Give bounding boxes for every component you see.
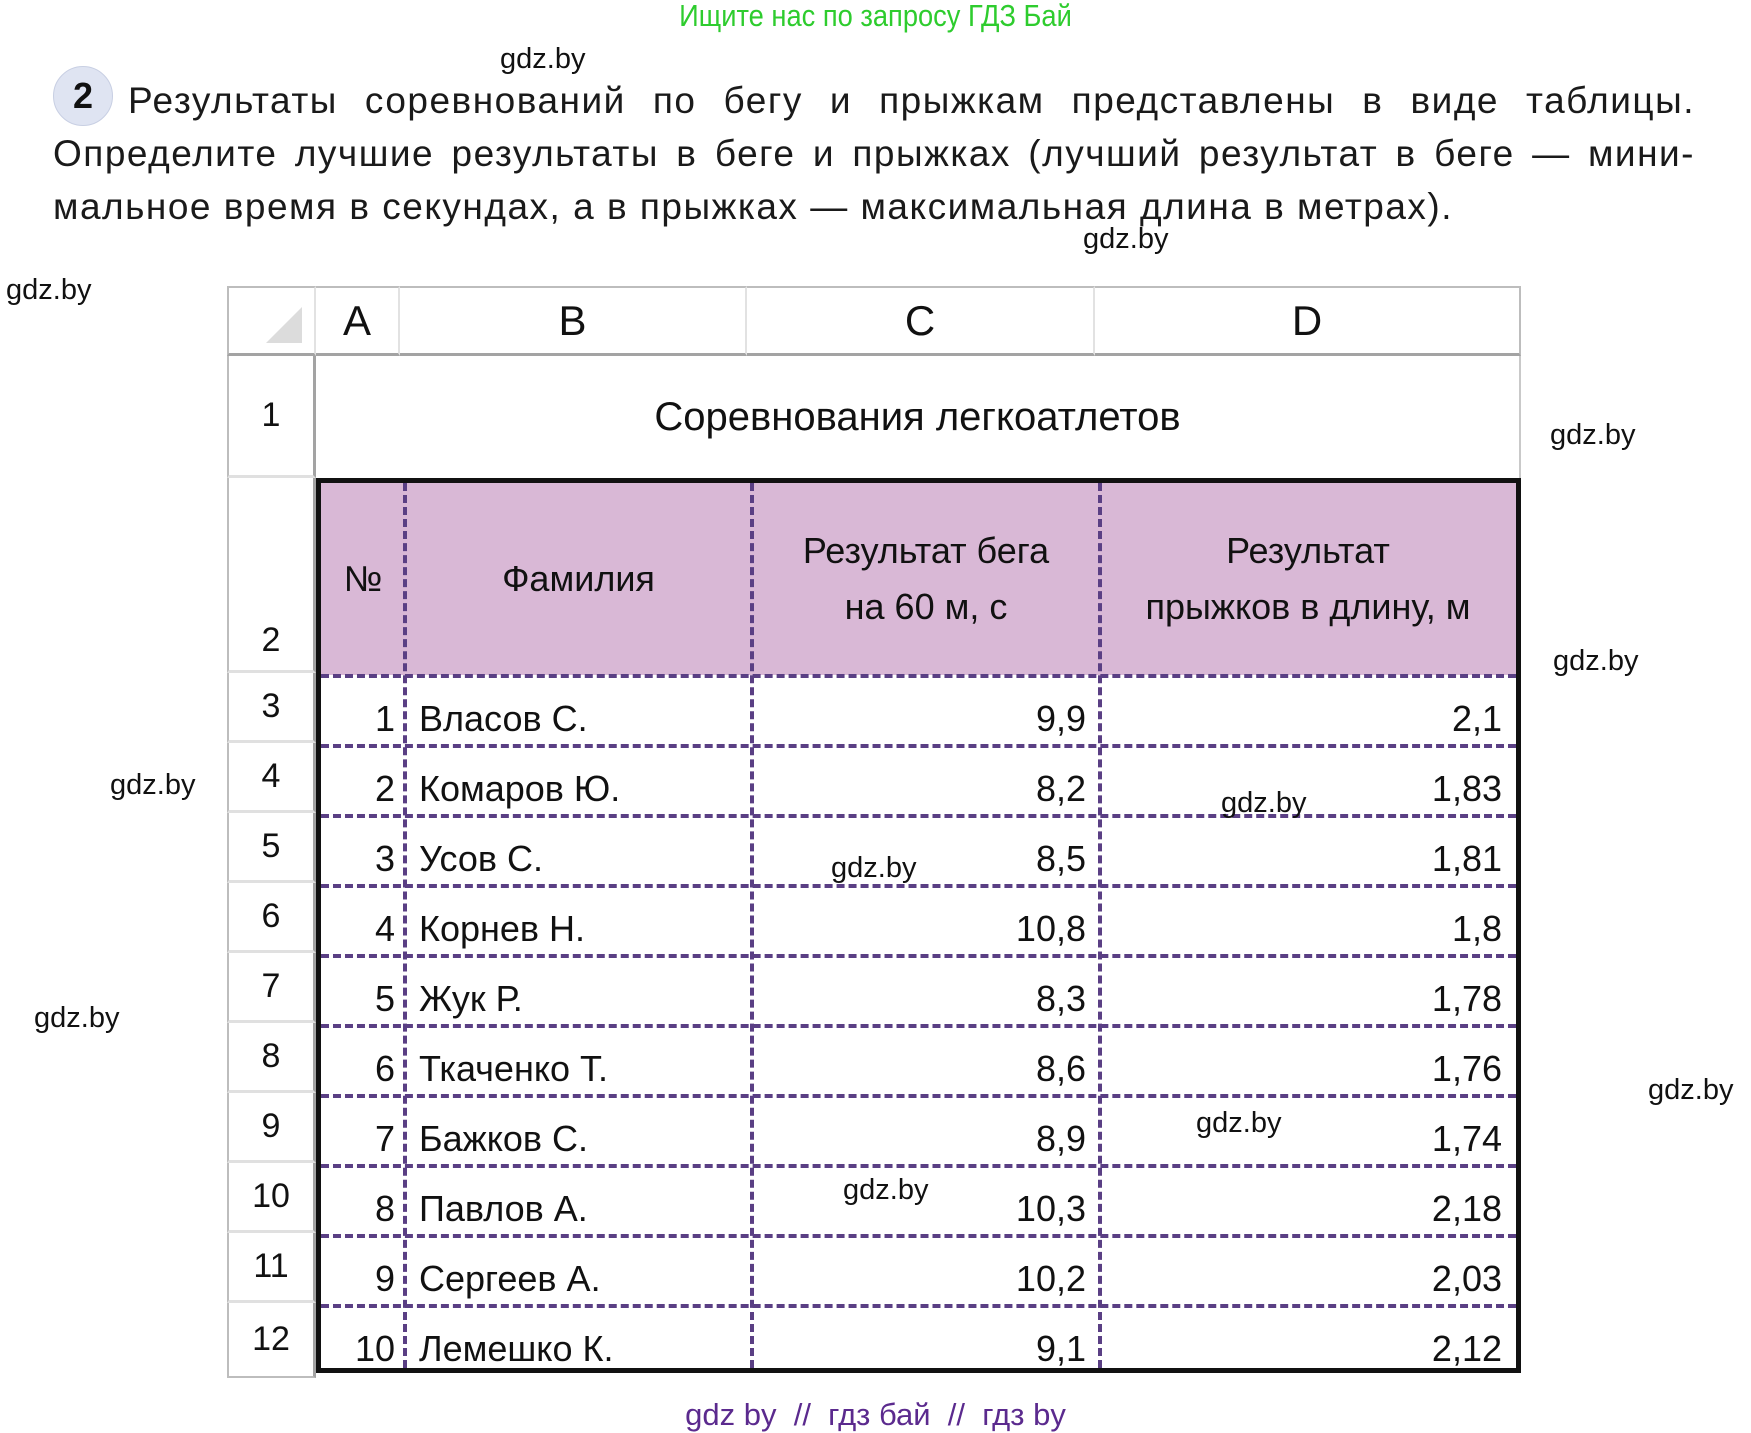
cell-surname[interactable]: Ткаченко Т. [419, 1048, 609, 1089]
cell-surname[interactable]: Усов С. [419, 838, 544, 879]
grid-line [321, 1024, 1516, 1028]
grid-line [321, 1094, 1516, 1098]
grid-line [321, 674, 1516, 678]
cell-surname[interactable]: Комаров Ю. [419, 768, 621, 809]
header-jump-line1: Результат [1226, 530, 1390, 571]
watermark: gdz.by [1550, 419, 1636, 451]
row-header[interactable]: 7 [227, 953, 316, 1023]
header-run-line2: на 60 м, с [844, 586, 1008, 627]
task-number-badge: 2 [53, 66, 113, 126]
task-line: Результаты соревнований по бегу и прыжкам представлены в виде таблицы. [128, 80, 1695, 121]
cell-surname[interactable]: Сергеев А. [419, 1258, 601, 1299]
cell-number[interactable]: 4 [374, 908, 395, 949]
column-header-a[interactable]: A [316, 286, 400, 356]
cell-surname[interactable]: Бажков С. [419, 1118, 589, 1159]
cell-jump-result[interactable]: 1,78 [1431, 978, 1502, 1019]
column-header-c[interactable]: C [747, 286, 1095, 356]
header-run-line1: Результат бега [802, 530, 1050, 571]
cell-jump-result[interactable]: 1,8 [1451, 908, 1502, 949]
watermark: gdz.by [6, 274, 92, 306]
header-run[interactable] [752, 483, 1100, 675]
cell-run-result[interactable]: 9,9 [1035, 698, 1086, 739]
cell-number[interactable]: 3 [374, 838, 395, 879]
watermark: gdz.by [843, 1174, 929, 1206]
cell-jump-result[interactable]: 2,03 [1431, 1258, 1502, 1299]
row-header[interactable]: 1 [227, 356, 316, 478]
cell-run-result[interactable]: 10,8 [1015, 908, 1086, 949]
cell-surname[interactable]: Павлов А. [419, 1188, 588, 1229]
row-header[interactable]: 5 [227, 813, 316, 883]
grid-line [321, 884, 1516, 888]
grid-line [321, 744, 1516, 748]
watermark: gdz.by [110, 769, 196, 801]
cell-number[interactable]: 7 [374, 1118, 395, 1159]
watermark: gdz.by [1196, 1107, 1282, 1139]
watermark: gdz.by [1553, 645, 1639, 677]
cell-surname[interactable]: Корнев Н. [419, 908, 586, 949]
cell-run-result[interactable]: 10,3 [1015, 1188, 1086, 1229]
grid-line [321, 1234, 1516, 1238]
grid-line [321, 1304, 1516, 1308]
cell-run-result[interactable]: 10,2 [1015, 1258, 1086, 1299]
row-header[interactable]: 6 [227, 883, 316, 953]
cell-jump-result[interactable]: 2,1 [1451, 698, 1502, 739]
cell-run-result[interactable]: 8,5 [1035, 838, 1086, 879]
watermark: gdz.by [34, 1002, 120, 1034]
row-header[interactable]: 12 [227, 1303, 316, 1378]
watermark: gdz.by [1221, 787, 1307, 819]
cell-jump-result[interactable]: 1,83 [1431, 768, 1502, 809]
cell-run-result[interactable]: 8,9 [1035, 1118, 1086, 1159]
watermark: gdz.by [1083, 223, 1169, 255]
watermark: gdz.by [500, 43, 586, 75]
header-surname[interactable]: Фамилия [502, 558, 655, 599]
task-text [53, 74, 1695, 233]
cell-jump-result[interactable]: 2,18 [1431, 1188, 1502, 1229]
cell-number[interactable]: 2 [374, 768, 395, 809]
spreadsheet [227, 286, 1521, 1378]
header-number[interactable]: № [343, 558, 383, 599]
row-header[interactable]: 2 [227, 478, 316, 673]
row-header[interactable]: 11 [227, 1233, 316, 1303]
cell-number[interactable]: 6 [374, 1048, 395, 1089]
cell-number[interactable]: 1 [374, 698, 395, 739]
grid-line [321, 954, 1516, 958]
cell-number[interactable]: 5 [374, 978, 395, 1019]
cell-run-result[interactable]: 8,6 [1035, 1048, 1086, 1089]
task-line: мальное время в секундах, а в прыжках — максимальная длина в метрах). [53, 186, 1454, 227]
cell-surname[interactable]: Власов С. [419, 698, 588, 739]
header-jump-line2: прыжков в длину, м [1145, 586, 1471, 627]
task-line: Определите лучшие результаты в беге и прыжках (лучший результат в беге — мини- [53, 133, 1695, 174]
cell-number[interactable]: 9 [374, 1258, 395, 1299]
column-header-b[interactable]: B [400, 286, 747, 356]
row-header[interactable]: 9 [227, 1093, 316, 1163]
cell-number[interactable]: 8 [374, 1188, 395, 1229]
cell-surname[interactable]: Лемешко К. [419, 1328, 614, 1369]
row-header[interactable]: 3 [227, 673, 316, 743]
watermark: gdz.by [831, 852, 917, 884]
search-banner: Ищите нас по запросу ГДЗ Бай [679, 0, 1072, 33]
select-all-corner[interactable] [227, 286, 316, 356]
cell-jump-result[interactable]: 2,12 [1431, 1328, 1502, 1369]
cell-run-result[interactable]: 9,1 [1035, 1328, 1086, 1369]
row-header[interactable]: 8 [227, 1023, 316, 1093]
cell-run-result[interactable]: 8,3 [1035, 978, 1086, 1019]
cell-run-result[interactable]: 8,2 [1035, 768, 1086, 809]
column-header-d[interactable]: D [1095, 286, 1521, 356]
footer-links: gdz by // гдз бай // гдз by [685, 1397, 1066, 1432]
cell-jump-result[interactable]: 1,76 [1431, 1048, 1502, 1089]
grid-line [321, 814, 1516, 818]
watermark: gdz.by [1648, 1074, 1734, 1106]
results-table [316, 478, 1521, 1373]
grid-line [321, 1164, 1516, 1168]
cell-jump-result[interactable]: 1,74 [1431, 1118, 1502, 1159]
header-jump[interactable] [1100, 483, 1516, 675]
cell-jump-result[interactable]: 1,81 [1431, 838, 1502, 879]
cell-number[interactable]: 10 [354, 1328, 395, 1369]
row-header[interactable]: 10 [227, 1163, 316, 1233]
corner-triangle-icon [266, 307, 302, 343]
row-header[interactable]: 4 [227, 743, 316, 813]
table-title-cell[interactable]: Соревнования легкоатлетов [316, 356, 1521, 478]
cell-surname[interactable]: Жук Р. [419, 978, 523, 1019]
